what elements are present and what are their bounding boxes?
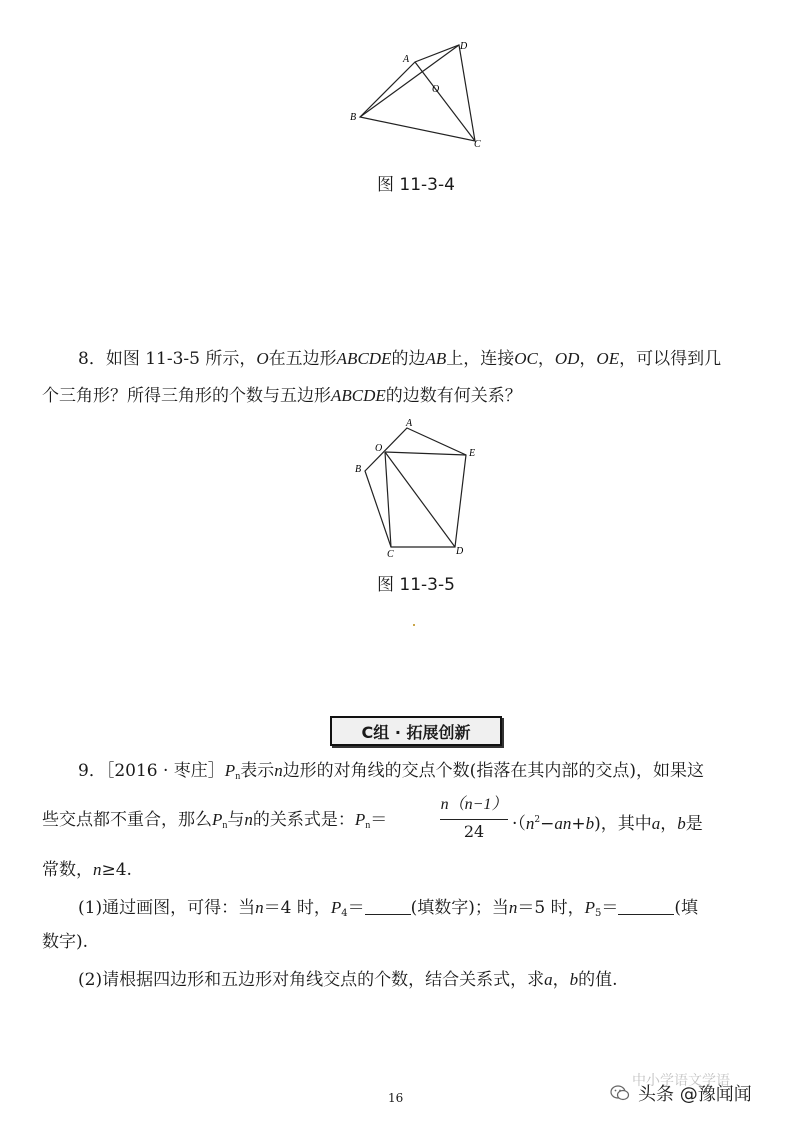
label-C: C [387,549,394,560]
label-B: B [355,464,362,475]
question-9-part-1-line-1: (1)通过画图，可得：当n＝4 时，$P_4=$ (填数字)；当n＝5 时，$P_5=$ (填 [78,898,698,919]
figure-11-3-4-lines [360,45,475,141]
stray-dot [413,624,415,626]
section-title-c-group: C组 · 拓展创新 [330,716,502,746]
label-C: C [474,139,481,150]
watermark-ghost-text: 中小学语文学语 [632,1073,730,1089]
segment-BD [360,45,459,117]
figure-11-3-5 [345,415,485,560]
fraction [438,794,510,842]
question-9-line-2: 些交点都不重合，那么$P_n$与n的关系式是：$P_n=$ [42,810,388,831]
quad-ABCD [360,45,475,141]
label-D: D [456,546,464,557]
label-D: D [460,41,468,52]
label-E: E [469,448,476,459]
question-9-part-1-line-2: 数字). [42,932,89,952]
fraction-denominator: 24 [463,822,485,841]
question-9-part-2: (2)请根据四边形和五边形对角线交点的个数，结合关系式，求a，b的值. [78,970,618,990]
question-8-line-2: 个三角形？所得三角形的个数与五边形ABCDE的边数有何关系？ [42,386,522,406]
segment-OE [385,452,466,455]
segment-OD [385,452,455,547]
figure-11-3-4-caption: 图 11-3-4 [377,175,455,195]
answer-blank-p5[interactable] [618,900,674,915]
question-9-line-3: 常数，n≥4. [42,860,132,880]
watermark-text: 头条 @豫闻闻 [638,1084,752,1105]
figure-11-3-5-caption: 图 11-3-5 [377,575,455,595]
label-B: B [350,112,357,123]
figure-11-3-4 [340,35,490,155]
label-A: A [406,418,413,429]
fraction-numerator: n（n−1） [440,796,508,813]
label-O: O [375,443,383,454]
question-8-line-1: 8．如图 11-3-5 所示，O在五边形ABCDE的边AB上，连接OC，OD，OE，可以得到几 [78,349,722,369]
segment-AC [415,62,475,141]
label-A: A [403,54,410,65]
wechat-icon [610,1084,630,1102]
question-9-line-2-after: $\cdot(n^2-an+b)$，其中a，b是 [512,814,703,834]
page-number: 16 [388,1091,404,1105]
label-O: O [432,84,440,95]
question-9-line-1: 9．［2016 · 枣庄$]P_n$表示n边形的对角线的交点个数(指落在其内部的交点)，如果这 [78,761,704,782]
answer-blank-p4[interactable] [365,900,411,915]
watermark [610,1073,782,1108]
